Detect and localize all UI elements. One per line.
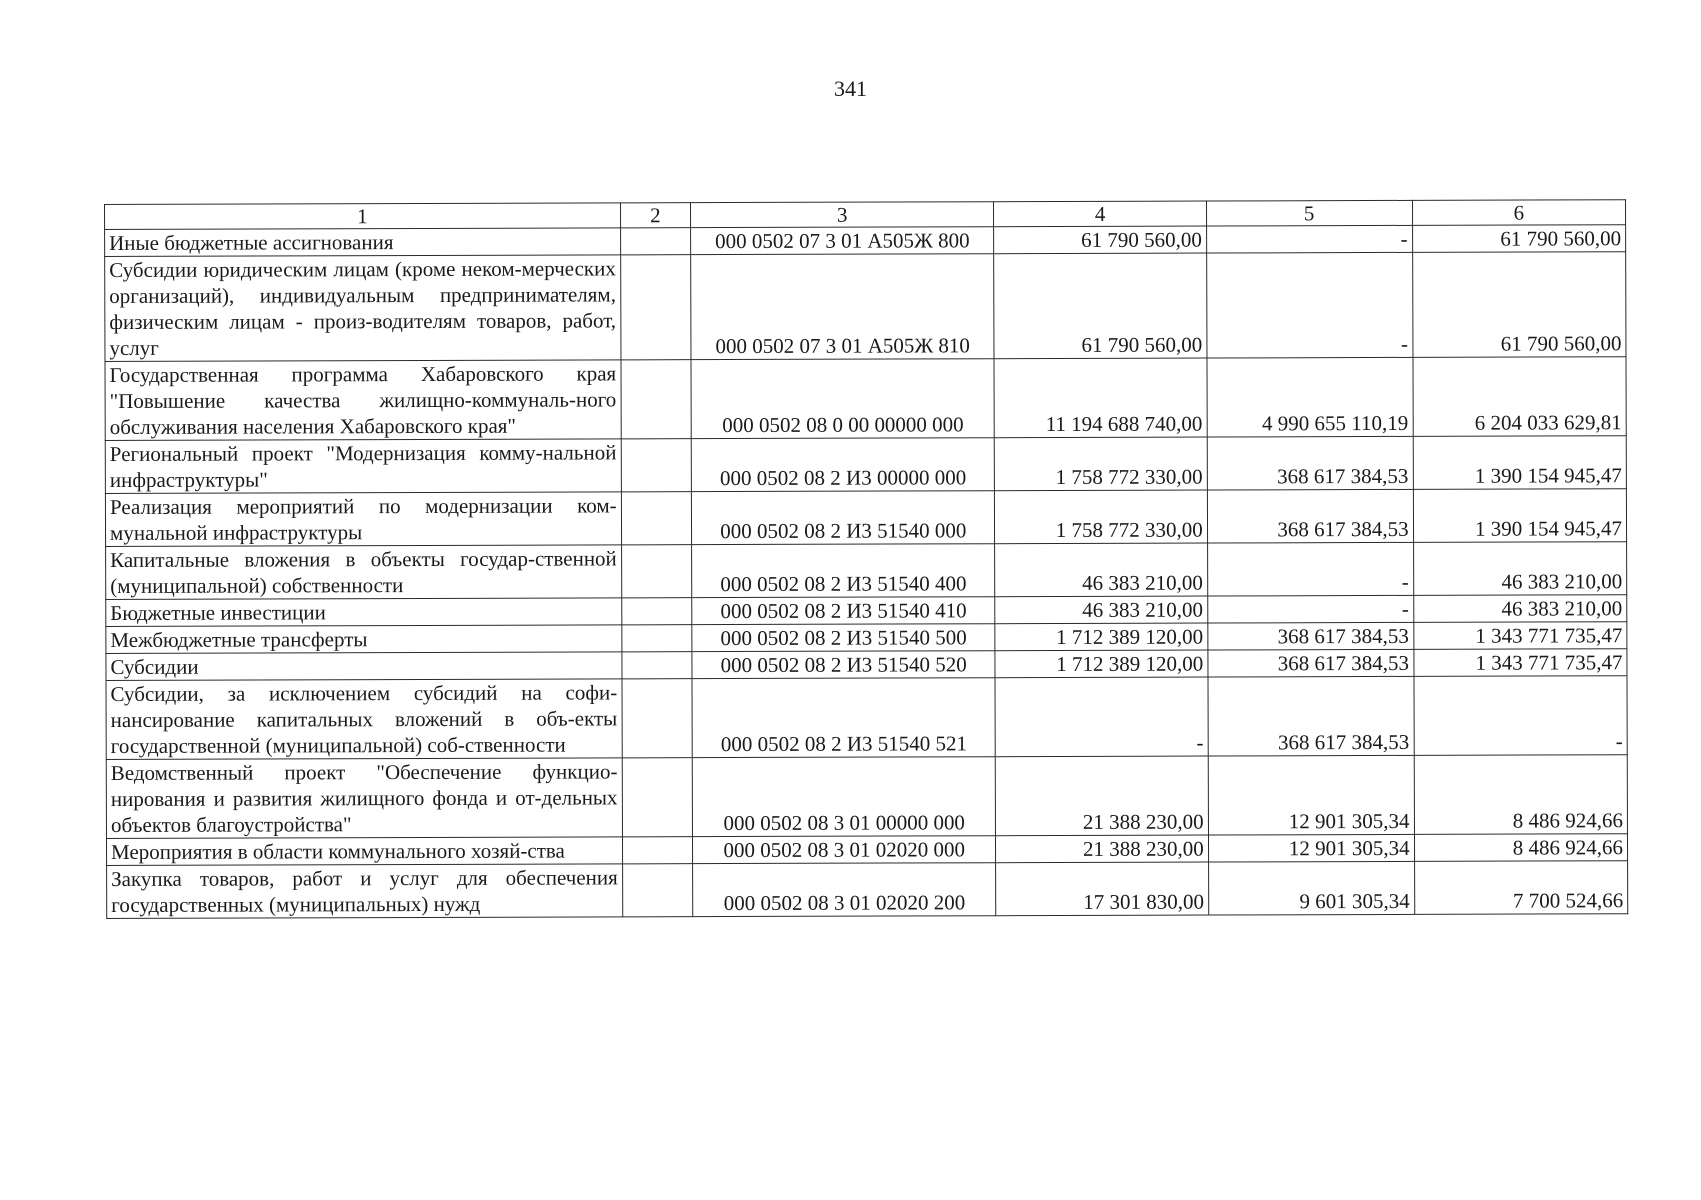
row-col2-cell bbox=[621, 492, 692, 545]
row-name-cell: Субсидии, за исключением субсидий на софи-нансирование капитальных вложений в объ-екты государственной (муниципальной) соб-ственности bbox=[106, 679, 622, 760]
row-col2-cell bbox=[622, 652, 692, 679]
row-col6-amount: - bbox=[1414, 676, 1628, 756]
row-col6-amount: 7 700 524,66 bbox=[1414, 861, 1628, 915]
row-col6-amount: 1 390 154 945,47 bbox=[1413, 489, 1627, 543]
row-name-cell: Закупка товаров, работ и услуг для обеспечения государственных (муниципальных) нужд bbox=[107, 864, 623, 919]
row-col4-amount: 21 388 230,00 bbox=[996, 835, 1208, 863]
row-col6-amount: 1 343 771 735,47 bbox=[1413, 649, 1627, 677]
row-col2-cell bbox=[621, 439, 692, 492]
row-col5-amount: 368 617 384,53 bbox=[1208, 649, 1414, 677]
budget-table bbox=[104, 199, 1628, 919]
row-code-cell: 000 0502 08 2 И3 51540 520 bbox=[692, 651, 995, 679]
row-name-cell: Субсидии юридическим лицам (кроме неком-мерческих организаций), индивидуальным предпринимателям, физическим лицам - произ-водителям товаров, работ, услуг bbox=[105, 255, 621, 362]
row-code-cell: 000 0502 08 2 И3 00000 000 bbox=[691, 438, 994, 492]
row-code-cell: 000 0502 08 2 И3 51540 500 bbox=[692, 624, 995, 652]
row-col6-amount: 6 204 033 629,81 bbox=[1413, 357, 1627, 437]
row-col4-amount: - bbox=[995, 677, 1208, 757]
column-header-4: 4 bbox=[994, 201, 1206, 227]
row-code-cell: 000 0502 07 3 01 А505Ж 800 bbox=[691, 227, 994, 255]
row-col4-amount: 1 712 389 120,00 bbox=[995, 650, 1207, 678]
table-row bbox=[106, 622, 1627, 654]
row-col2-cell bbox=[621, 625, 691, 652]
row-name-cell: Мероприятия в области коммунального хозяй-ства bbox=[106, 837, 622, 866]
table-row bbox=[106, 649, 1627, 681]
row-col5-amount: 368 617 384,53 bbox=[1208, 676, 1414, 756]
row-col5-amount: 368 617 384,53 bbox=[1207, 489, 1413, 543]
row-name-cell: Бюджетные инвестиции bbox=[106, 598, 622, 627]
table-body bbox=[105, 225, 1628, 919]
row-col6-amount: 61 790 560,00 bbox=[1412, 225, 1626, 253]
row-col4-amount: 1 758 772 330,00 bbox=[995, 437, 1207, 491]
row-col5-amount: 12 901 305,34 bbox=[1208, 834, 1414, 862]
table-row bbox=[106, 834, 1627, 866]
row-col5-amount: 368 617 384,53 bbox=[1208, 622, 1414, 650]
row-name-cell: Ведомственный проект "Обеспечение функцио-нирования и развития жилищного фонда и от-дельных объектов благоустройства" bbox=[106, 758, 622, 839]
row-col6-amount: 8 486 924,66 bbox=[1414, 755, 1628, 835]
row-code-cell: 000 0502 08 0 00 00000 000 bbox=[691, 359, 995, 439]
row-col5-amount: 9 601 305,34 bbox=[1208, 861, 1414, 915]
row-col5-amount: - bbox=[1206, 225, 1412, 253]
row-col4-amount: 17 301 830,00 bbox=[996, 862, 1208, 916]
row-col2-cell bbox=[622, 679, 693, 758]
row-col2-cell bbox=[620, 255, 691, 360]
table-row bbox=[105, 357, 1626, 441]
table-row bbox=[105, 252, 1626, 362]
row-code-cell: 000 0502 08 3 01 02020 200 bbox=[693, 863, 996, 917]
row-code-cell: 000 0502 08 2 И3 51540 521 bbox=[692, 678, 996, 758]
row-code-cell: 000 0502 08 3 01 00000 000 bbox=[692, 757, 996, 837]
row-col5-amount: 4 990 655 110,19 bbox=[1207, 357, 1413, 437]
row-col4-amount: 61 790 560,00 bbox=[994, 253, 1207, 359]
row-col6-amount: 46 383 210,00 bbox=[1413, 595, 1627, 623]
column-header-2: 2 bbox=[620, 203, 690, 228]
row-col4-amount: 1 758 772 330,00 bbox=[995, 490, 1207, 544]
row-col4-amount: 46 383 210,00 bbox=[995, 596, 1207, 624]
table-row bbox=[106, 676, 1627, 760]
row-code-cell: 000 0502 08 3 01 02020 000 bbox=[693, 836, 996, 864]
column-header-3: 3 bbox=[691, 202, 994, 228]
row-col6-amount: 8 486 924,66 bbox=[1414, 834, 1628, 862]
page-number: 341 bbox=[834, 76, 867, 101]
row-col2-cell bbox=[621, 598, 691, 625]
row-col2-cell bbox=[622, 837, 692, 864]
row-col2-cell bbox=[622, 758, 693, 837]
table-row bbox=[105, 436, 1626, 494]
row-name-cell: Межбюджетные трансферты bbox=[106, 625, 622, 654]
table-row bbox=[105, 489, 1626, 547]
row-code-cell: 000 0502 08 2 И3 51540 410 bbox=[692, 597, 995, 625]
row-name-cell: Иные бюджетные ассигнования bbox=[105, 228, 621, 257]
row-code-cell: 000 0502 08 2 И3 51540 000 bbox=[691, 491, 994, 545]
table-row bbox=[106, 542, 1627, 600]
row-col5-amount: - bbox=[1207, 542, 1413, 596]
row-col6-amount: 1 343 771 735,47 bbox=[1413, 622, 1627, 650]
row-col4-amount: 46 383 210,00 bbox=[995, 543, 1207, 597]
row-col5-amount: - bbox=[1206, 252, 1412, 358]
row-name-cell: Капитальные вложения в объекты государ-ственной (муниципальной) собственности bbox=[106, 545, 622, 600]
row-col5-amount: - bbox=[1207, 595, 1413, 623]
row-col6-amount: 1 390 154 945,47 bbox=[1413, 436, 1627, 490]
row-name-cell: Государственная программа Хабаровского края "Повышение качества жилищно-коммуналь-ного обслуживания населения Хабаровского края" bbox=[105, 360, 621, 441]
row-col2-cell bbox=[622, 864, 693, 917]
row-code-cell: 000 0502 07 3 01 А505Ж 810 bbox=[691, 254, 995, 360]
row-col4-amount: 1 712 389 120,00 bbox=[995, 623, 1207, 651]
row-name-cell: Региональный проект "Модернизация комму-нальной инфраструктуры" bbox=[105, 439, 621, 494]
row-col5-amount: 368 617 384,53 bbox=[1207, 436, 1413, 490]
row-name-cell: Субсидии bbox=[106, 652, 622, 681]
row-col4-amount: 11 194 688 740,00 bbox=[994, 358, 1207, 438]
row-col5-amount: 12 901 305,34 bbox=[1208, 755, 1414, 835]
table-row bbox=[106, 755, 1627, 839]
row-code-cell: 000 0502 08 2 И3 51540 400 bbox=[692, 544, 995, 598]
row-col6-amount: 61 790 560,00 bbox=[1412, 252, 1626, 358]
row-col4-amount: 21 388 230,00 bbox=[996, 756, 1209, 836]
table-row bbox=[107, 861, 1628, 919]
column-header-6: 6 bbox=[1412, 200, 1626, 226]
row-col4-amount: 61 790 560,00 bbox=[994, 226, 1206, 254]
row-col2-cell bbox=[621, 360, 692, 439]
row-col6-amount: 46 383 210,00 bbox=[1413, 542, 1627, 596]
column-header-5: 5 bbox=[1206, 200, 1412, 226]
row-col2-cell bbox=[621, 545, 692, 598]
column-header-1: 1 bbox=[105, 203, 621, 230]
row-name-cell: Реализация мероприятий по модернизации ком-мунальной инфраструктуры bbox=[105, 492, 621, 547]
row-col2-cell bbox=[620, 228, 690, 255]
